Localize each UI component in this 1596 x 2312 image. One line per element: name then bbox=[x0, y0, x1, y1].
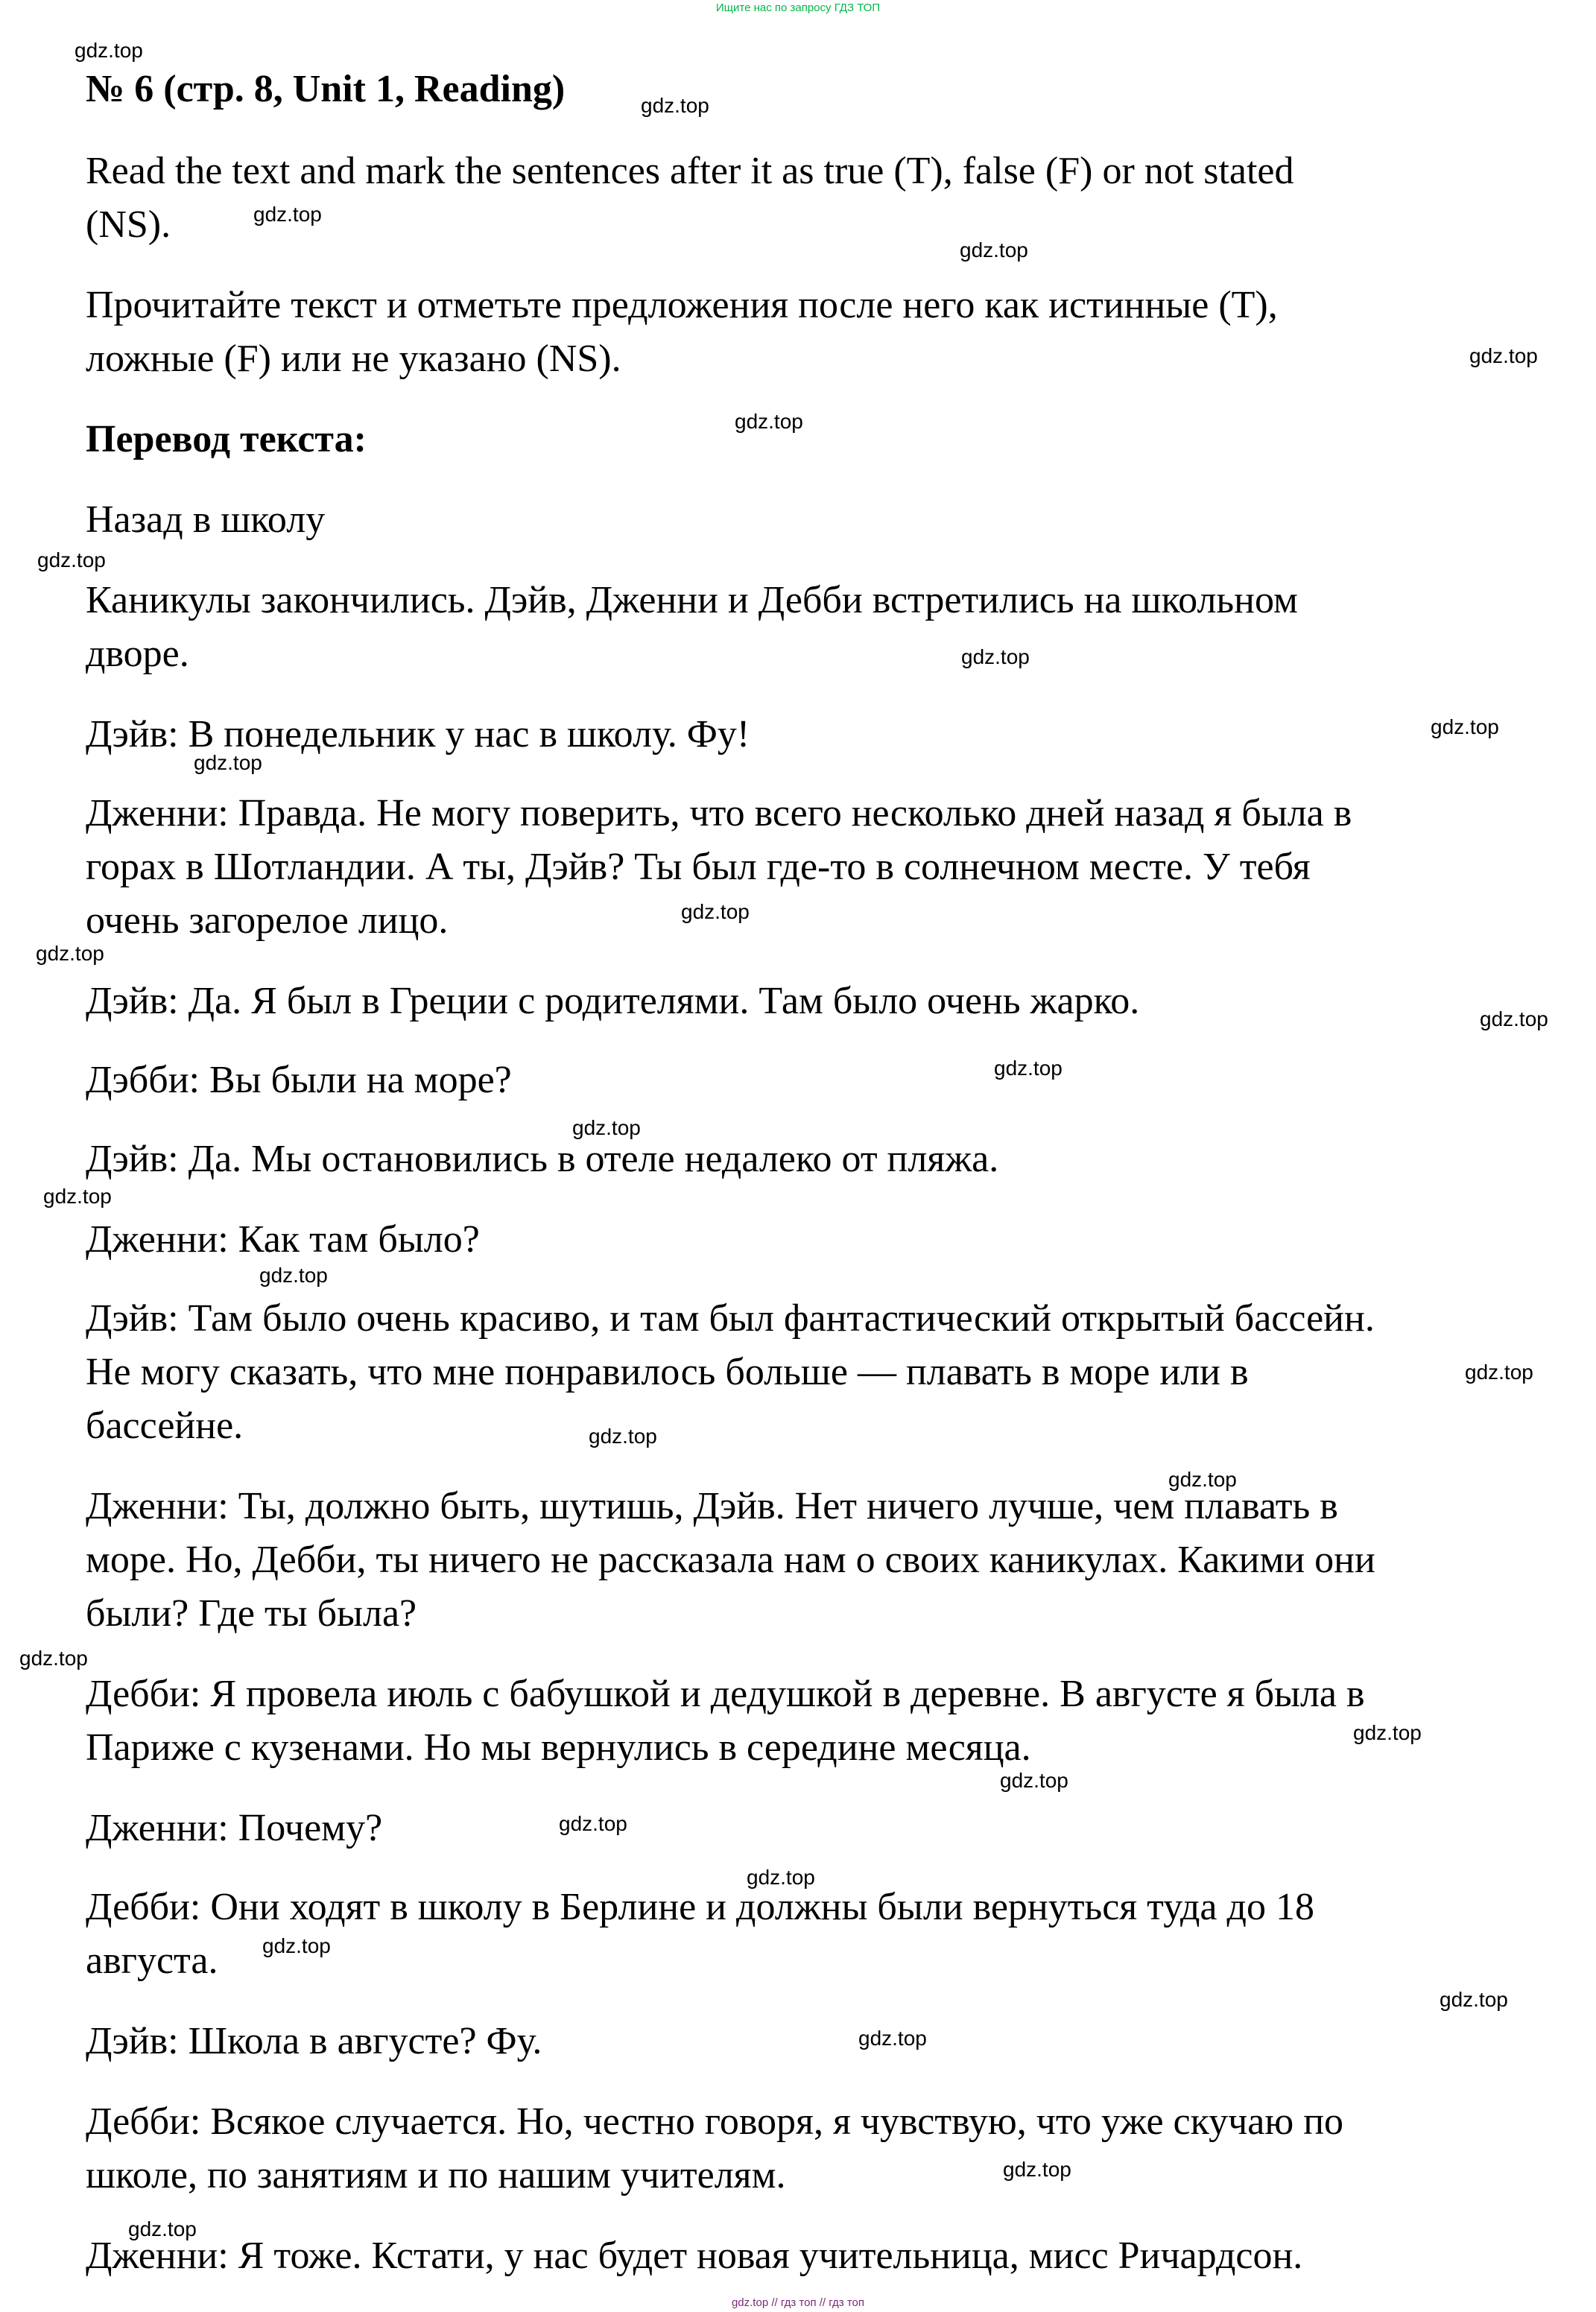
instruction-en-line: (NS). bbox=[86, 203, 171, 246]
watermark: gdz.top bbox=[681, 900, 750, 923]
text-line: Дженни: Почему? bbox=[86, 1807, 383, 1849]
text-line: море. Но, Дебби, ты ничего не рассказала нам о своих каникулах. Какими они bbox=[86, 1539, 1375, 1581]
watermark: gdz.top bbox=[994, 1057, 1063, 1080]
watermark: gdz.top bbox=[259, 1264, 328, 1287]
watermark: gdz.top bbox=[858, 2027, 927, 2050]
text-line: Дэбби: Вы были на море? bbox=[86, 1059, 512, 1101]
bottom-footer: gdz.top // гдз топ // гдз топ bbox=[731, 2296, 865, 2309]
watermark: gdz.top bbox=[747, 1866, 815, 1889]
text-line: августа. bbox=[86, 1939, 218, 1982]
text-line: Дебби: Они ходят в школу в Берлине и должны были вернуться туда до 18 bbox=[86, 1886, 1314, 1928]
text-line: Каникулы закончились. Дэйв, Дженни и Дебби встретились на школьном bbox=[86, 579, 1298, 621]
watermark: gdz.top bbox=[75, 39, 143, 62]
watermark: gdz.top bbox=[960, 238, 1028, 262]
text-line: Дженни: Ты, должно быть, шутишь, Дэйв. Нет ничего лучше, чем плавать в bbox=[86, 1485, 1338, 1527]
watermark: gdz.top bbox=[1000, 1769, 1068, 1792]
watermark: gdz.top bbox=[559, 1812, 627, 1835]
watermark: gdz.top bbox=[194, 751, 262, 774]
watermark: gdz.top bbox=[589, 1425, 657, 1448]
text-line: Дебби: Я провела июль с бабушкой и дедушкой в деревне. В августе я была в bbox=[86, 1673, 1365, 1715]
text-line: школе, по занятиям и по нашим учителям. bbox=[86, 2154, 786, 2197]
top-banner: Ищите нас по запросу ГДЗ ТОП bbox=[715, 1, 881, 14]
watermark: gdz.top bbox=[262, 1934, 331, 1957]
text-line: горах в Шотландии. А ты, Дэйв? Ты был где-то в солнечном месте. У тебя bbox=[86, 846, 1311, 888]
text-line: Дэйв: Школа в августе? Фу. bbox=[86, 2020, 542, 2062]
watermark: gdz.top bbox=[43, 1185, 112, 1208]
text-line: Дэйв: В понедельник у нас в школу. Фу! bbox=[86, 713, 750, 756]
watermark: gdz.top bbox=[1480, 1007, 1548, 1030]
instruction-ru-line: ложные (F) или не указано (NS). bbox=[86, 338, 621, 380]
instruction-ru-line: Прочитайте текст и отметьте предложения после него как истинные (T), bbox=[86, 284, 1278, 326]
text-line: бассейне. bbox=[86, 1404, 244, 1447]
watermark: gdz.top bbox=[961, 645, 1030, 668]
text-line: Дженни: Я тоже. Кстати, у нас будет новая учительница, мисс Ричардсон. bbox=[86, 2235, 1303, 2277]
text-line: Дебби: Всякое случается. Но, честно говоря, я чувствую, что уже скучаю по bbox=[86, 2100, 1344, 2143]
text-line: Дэйв: Да. Мы остановились в отеле недалеко от пляжа. bbox=[86, 1138, 999, 1180]
translation-heading: Перевод текста: bbox=[86, 418, 367, 460]
watermark: gdz.top bbox=[641, 94, 709, 117]
text-line: Дэйв: Там было очень красиво, и там был фантастический открытый бассейн. bbox=[86, 1297, 1375, 1340]
watermark: gdz.top bbox=[1469, 344, 1538, 367]
watermark: gdz.top bbox=[1431, 715, 1499, 738]
text-line: были? Где ты была? bbox=[86, 1592, 417, 1635]
watermark: gdz.top bbox=[19, 1647, 88, 1670]
text-title-line: Назад в школу bbox=[86, 498, 326, 541]
text-line: Не могу сказать, что мне понравилось больше — плавать в море или в bbox=[86, 1351, 1249, 1393]
text-line: дворе. bbox=[86, 633, 189, 675]
watermark: gdz.top bbox=[37, 548, 106, 571]
watermark: gdz.top bbox=[253, 203, 322, 226]
text-line: Дженни: Правда. Не могу поверить, что всего несколько дней назад я была в bbox=[86, 792, 1352, 834]
watermark: gdz.top bbox=[572, 1116, 641, 1139]
watermark: gdz.top bbox=[1168, 1468, 1237, 1491]
watermark: gdz.top bbox=[1003, 2158, 1071, 2181]
text-line: очень загорелое лицо. bbox=[86, 899, 449, 942]
watermark: gdz.top bbox=[735, 410, 803, 433]
watermark: gdz.top bbox=[1440, 1988, 1508, 2011]
text-line: Дженни: Как там было? bbox=[86, 1218, 480, 1261]
watermark: gdz.top bbox=[1465, 1361, 1533, 1384]
watermark: gdz.top bbox=[1353, 1721, 1422, 1744]
exercise-title: № 6 (стр. 8, Unit 1, Reading) bbox=[86, 68, 566, 110]
instruction-en-line: Read the text and mark the sentences after it as true (T), false (F) or not stated bbox=[86, 150, 1294, 192]
text-line: Дэйв: Да. Я был в Греции с родителями. Там было очень жарко. bbox=[86, 980, 1140, 1022]
text-line: Париже с кузенами. Но мы вернулись в середине месяца. bbox=[86, 1726, 1031, 1769]
watermark: gdz.top bbox=[36, 942, 104, 965]
watermark: gdz.top bbox=[128, 2217, 197, 2240]
